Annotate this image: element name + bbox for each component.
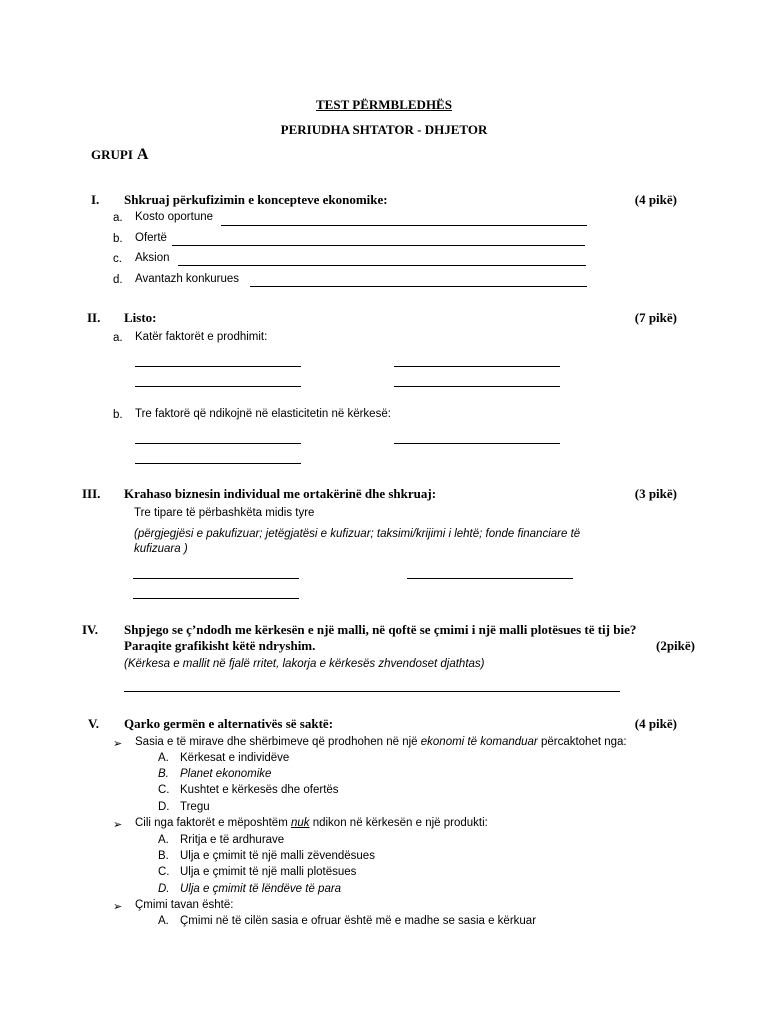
section-4-number: IV. <box>82 622 99 637</box>
s1-item-a-label: Kosto oportune <box>135 211 214 223</box>
section-5-number: V. <box>88 716 99 731</box>
s1-item-b-label: Ofertë <box>135 232 167 244</box>
group-prefix: GRUPI <box>91 147 133 162</box>
s3-hint-line-2: kufizuara ) <box>134 543 188 555</box>
s2-b-line-1[interactable] <box>135 443 301 444</box>
q3-option-a-text[interactable]: Çmimi në të cilën sasia e ofruar është më e madhe se sasia e kërkuar <box>180 915 537 927</box>
section-4-title-line-2: Paraqite grafikisht këtë ndryshim. <box>124 638 316 653</box>
q1-question <box>135 736 627 748</box>
s1-item-d-letter: d. <box>113 274 123 286</box>
s2-b-line-2[interactable] <box>394 443 560 444</box>
q3-question: Çmimi tavan është: <box>135 899 234 911</box>
section-1-points: (4 pikë) <box>634 192 677 207</box>
s1-item-d-answer-line[interactable] <box>250 286 587 287</box>
s1-item-c-letter: c. <box>113 253 122 265</box>
q2-text-em: nuk <box>290 817 310 829</box>
section-3-points: (3 pikë) <box>634 486 677 501</box>
section-3-number: III. <box>82 486 101 501</box>
s2-item-b-letter: b. <box>113 409 123 421</box>
q2-option-b-letter[interactable]: B. <box>158 850 169 862</box>
s2-a-line-2[interactable] <box>394 366 560 367</box>
s3-line-2[interactable] <box>407 578 573 579</box>
q2-bullet-arrow-icon: ➢ <box>113 818 123 831</box>
q2-option-a-letter[interactable]: A. <box>158 834 169 846</box>
s2-item-a-letter: a. <box>113 332 123 344</box>
q1-bullet-arrow-icon: ➢ <box>113 737 123 750</box>
q1-option-c-text[interactable]: Kushtet e kërkesës dhe ofertës <box>180 784 339 796</box>
q1-text-post: përcaktohet nga: <box>537 736 627 748</box>
s1-item-a-answer-line[interactable] <box>221 225 587 226</box>
s2-item-a-label: Katër faktorët e prodhimit: <box>135 331 268 343</box>
s1-item-a-letter: a. <box>113 212 123 224</box>
s3-line-3[interactable] <box>133 598 299 599</box>
q1-option-d-letter[interactable]: D. <box>158 801 170 813</box>
section-4-title-line-1: Shpjego se ç’ndodh me kërkesën e një malli, në qoftë se çmimi i një malli plotësues të tij bie? <box>124 622 637 637</box>
section-5-points: (4 pikë) <box>634 716 677 731</box>
q1-option-a-text[interactable]: Kërkesat e individëve <box>180 752 290 764</box>
s2-a-line-4[interactable] <box>394 386 560 387</box>
q1-option-b-letter[interactable]: B. <box>158 768 169 780</box>
section-5-title: Qarko germën e alternativës së saktë: <box>124 716 334 731</box>
s2-item-b-label: Tre faktorë që ndikojnë në elasticitetin në kërkesë: <box>135 408 391 420</box>
group-letter: A <box>136 146 149 163</box>
q1-option-b-text[interactable]: Planet ekonomike <box>180 768 272 780</box>
section-2-title: Listo: <box>124 310 157 325</box>
q2-text-post: ndikon në kërkesën e një produkti: <box>309 817 488 829</box>
s1-item-d-label: Avantazh konkurues <box>135 273 239 285</box>
q2-option-b-text[interactable]: Ulja e çmimit të një malli zëvendësues <box>180 850 375 862</box>
s3-line-1[interactable] <box>133 578 299 579</box>
document-title: TEST PËRMBLEDHËS <box>316 97 452 112</box>
q1-text-pre: Sasia e të mirave dhe shërbimeve që prodhohen në një <box>135 736 421 748</box>
s1-item-b-letter: b. <box>113 233 123 245</box>
q2-option-a-text[interactable]: Rritja e të ardhurave <box>180 834 285 846</box>
q1-option-a-letter[interactable]: A. <box>158 752 169 764</box>
group-label <box>91 146 148 164</box>
q1-option-c-letter[interactable]: C. <box>158 784 170 796</box>
s1-item-c-answer-line[interactable] <box>178 265 586 266</box>
s2-a-line-1[interactable] <box>135 366 301 367</box>
s4-answer-line[interactable] <box>124 691 620 692</box>
section-1-number: I. <box>91 192 100 207</box>
document-subtitle: PERIUDHA SHTATOR - DHJETOR <box>280 122 488 137</box>
q2-option-d-letter[interactable]: D. <box>158 883 170 895</box>
section-2-points: (7 pikë) <box>634 310 677 325</box>
s1-item-c-label: Aksion <box>135 252 170 264</box>
q3-bullet-arrow-icon: ➢ <box>113 900 123 913</box>
section-1-title: Shkruaj përkufizimin e koncepteve ekonomike: <box>124 192 388 207</box>
section-2-number: II. <box>87 310 101 325</box>
q2-option-c-letter[interactable]: C. <box>158 866 170 878</box>
s4-hint: (Kërkesa e mallit në fjalë rritet, lakorja e kërkesës zhvendoset djathtas) <box>124 658 485 670</box>
q2-option-c-text[interactable]: Ulja e çmimit të një malli plotësues <box>180 866 357 878</box>
s2-a-line-3[interactable] <box>135 386 301 387</box>
section-3-title: Krahaso biznesin individual me ortakërinë dhe shkruaj: <box>124 486 437 501</box>
s1-item-b-answer-line[interactable] <box>172 245 585 246</box>
q2-text-pre: Cili nga faktorët e mëposhtëm <box>135 817 291 829</box>
q2-question <box>135 817 488 829</box>
q3-option-a-letter[interactable]: A. <box>158 915 169 927</box>
section-4-points: (2pikë) <box>656 638 695 653</box>
q2-option-d-text[interactable]: Ulja e çmimit të lëndëve të para <box>180 883 342 895</box>
s2-b-line-3[interactable] <box>135 463 301 464</box>
s3-subprompt: Tre tipare të përbashkëta midis tyre <box>134 507 315 519</box>
q1-text-em: ekonomi të komanduar <box>420 736 538 748</box>
s3-hint-line-1: (përgjegjësi e pakufizuar; jetëgjatësi e kufizuar; taksimi/krijimi i lehtë; fonde financiare të <box>134 528 581 540</box>
q1-option-d-text[interactable]: Tregu <box>180 801 210 813</box>
